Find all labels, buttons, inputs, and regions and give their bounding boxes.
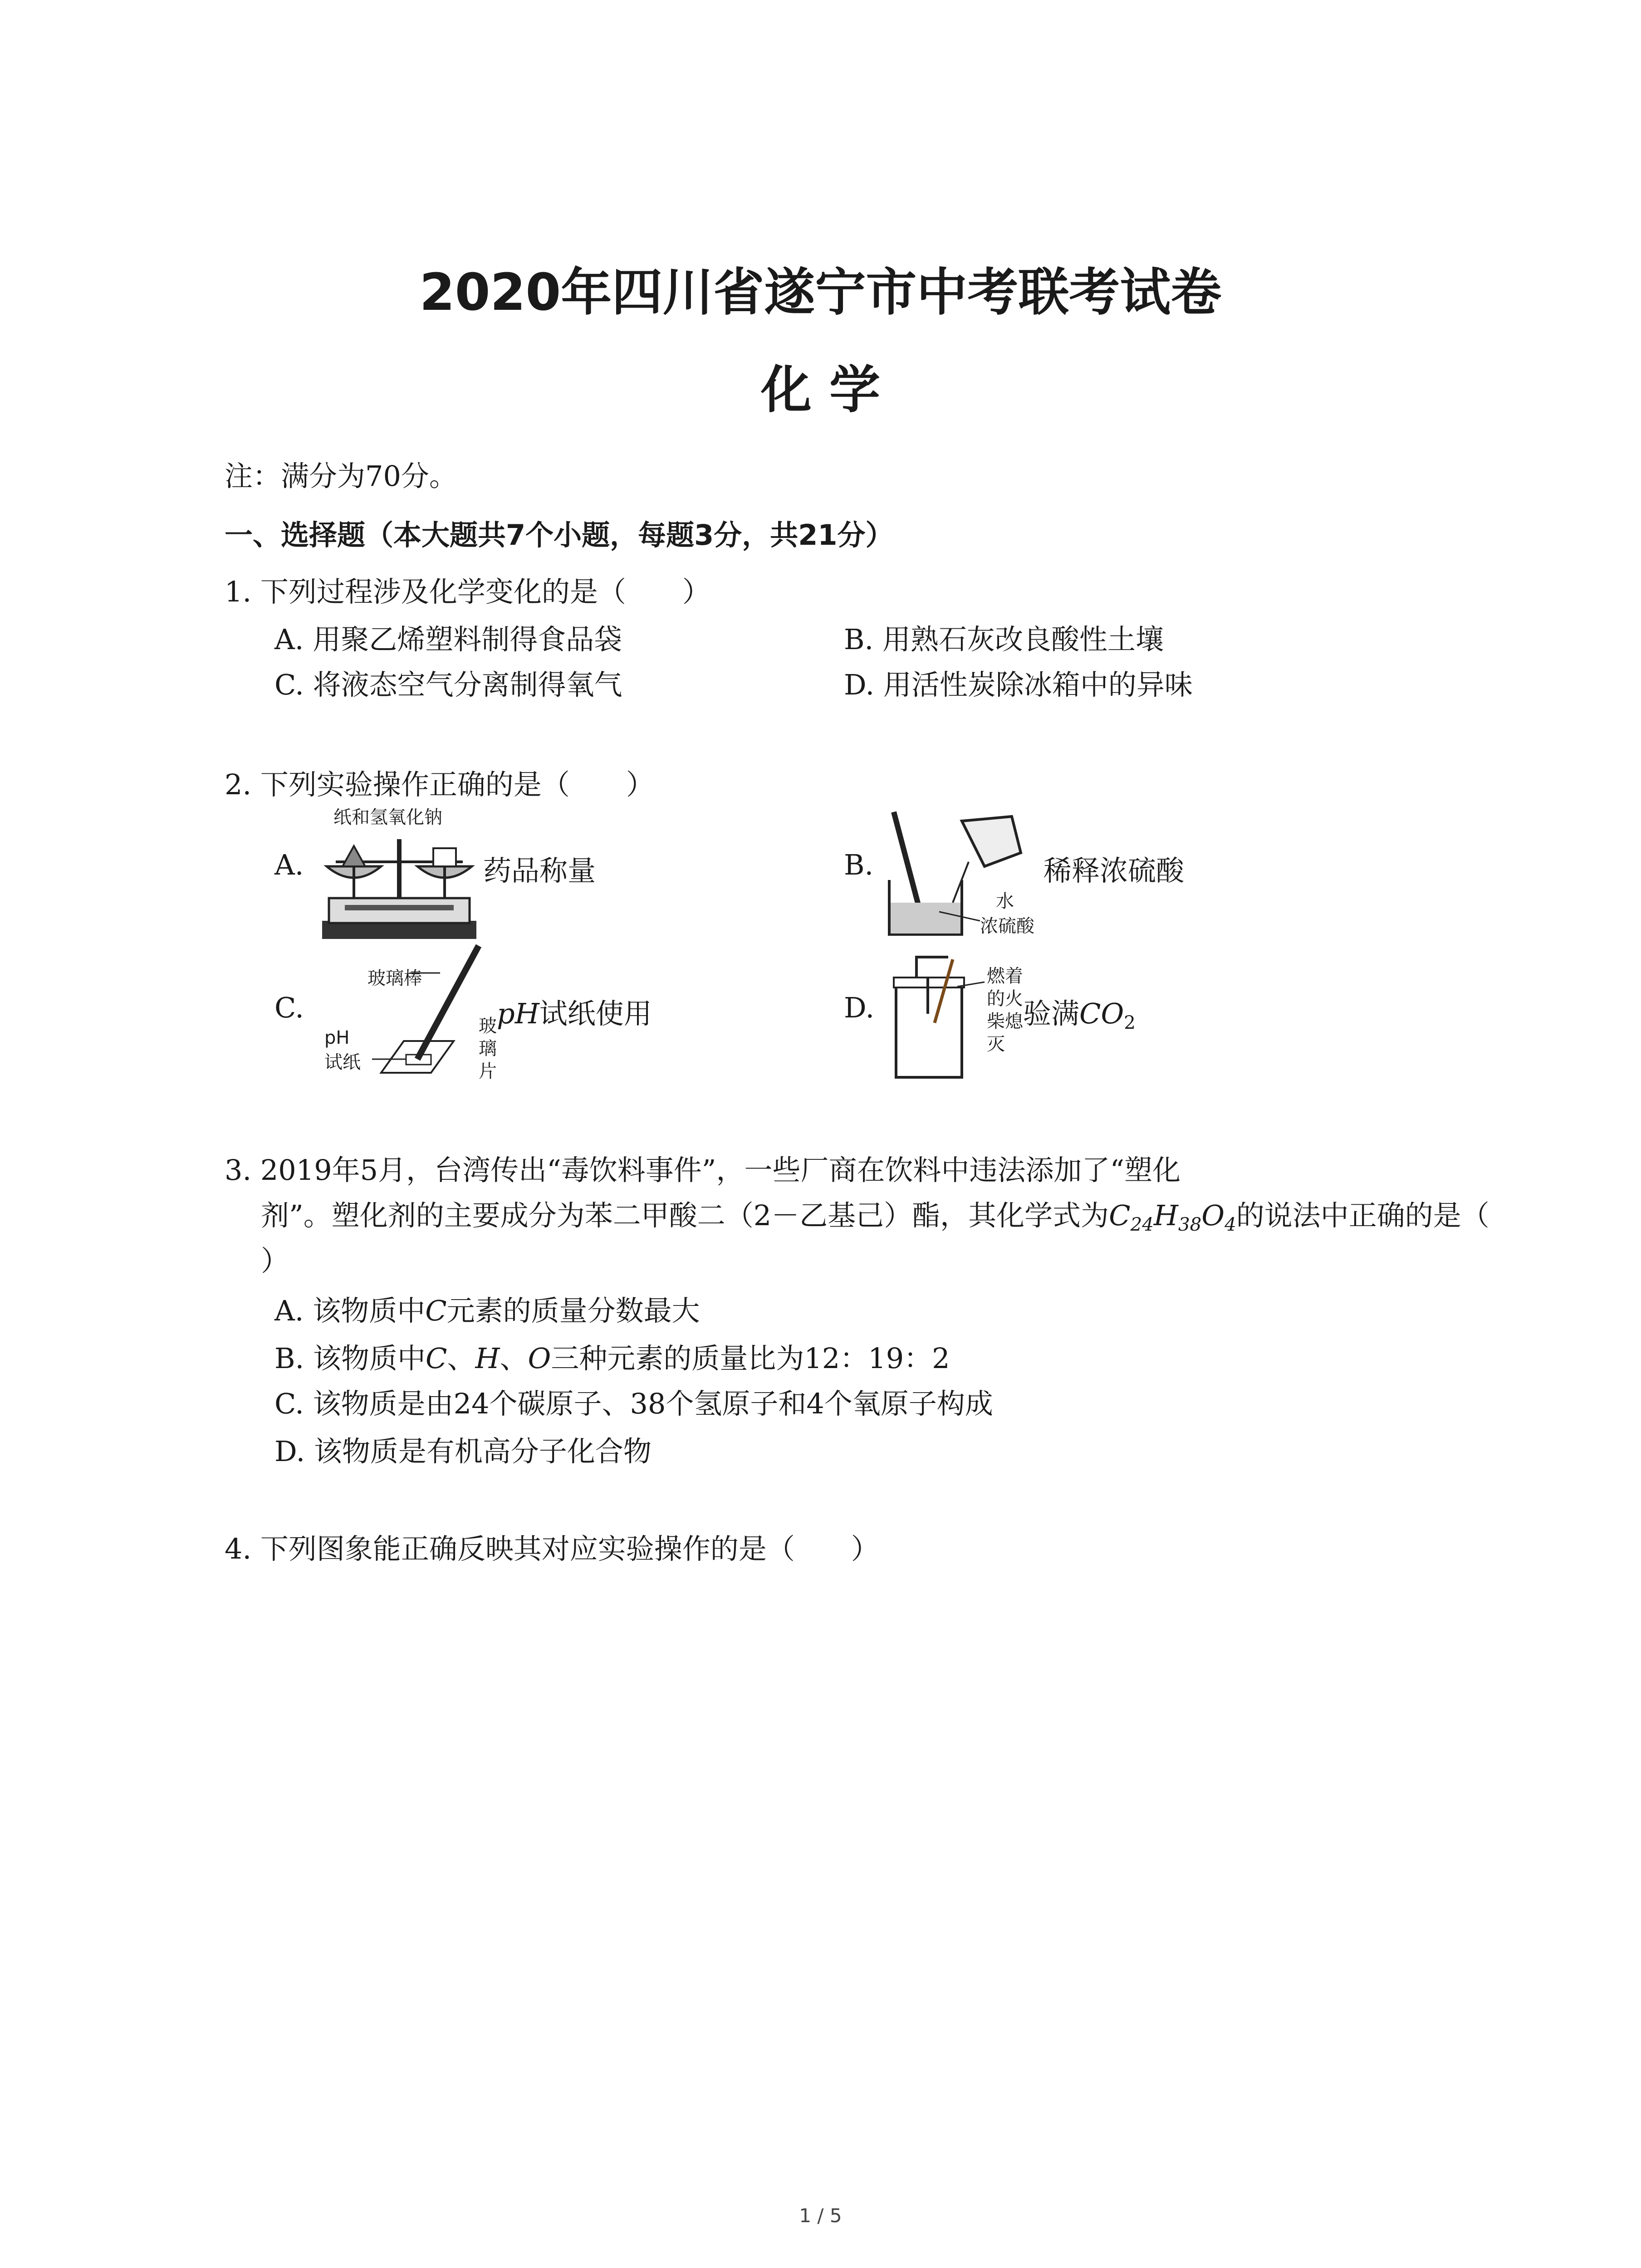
q2-b-fig-acid: 浓硫酸 bbox=[980, 916, 1034, 937]
q2-option-d-text bbox=[1023, 991, 1136, 1033]
q2-option-d-letter: D. bbox=[844, 991, 875, 1024]
q3-line2-pre: 剂”。塑化剂的主要成分为苯二甲酸二（2－乙基己）酯，其化学式为 bbox=[261, 1199, 1109, 1232]
q2-option-a-letter: A. bbox=[274, 848, 304, 881]
q2-d-fig-2: 的火 bbox=[987, 988, 1023, 1009]
q3-b-h: H bbox=[475, 1342, 500, 1375]
score-note: 注：满分为70分。 bbox=[225, 459, 457, 493]
q2-c-fig-glass2: 璃 bbox=[479, 1038, 497, 1059]
q3-option-c: C. 该物质是由24个碳原子、38个氢原子和4个氧原子构成 bbox=[274, 1387, 993, 1420]
formula-c: C bbox=[1109, 1199, 1131, 1232]
q4-stem: 4. 下列图象能正确反映其对应实验操作的是（ ） bbox=[225, 1532, 879, 1565]
q2-c-fig-paper: 试纸 bbox=[324, 1052, 361, 1073]
q3-b-o: O bbox=[528, 1342, 551, 1375]
q2-option-c-text bbox=[497, 991, 652, 1031]
q3-option-b bbox=[274, 1336, 950, 1376]
formula-h-sub: 38 bbox=[1178, 1214, 1202, 1236]
q3-a-post: 元素的质量分数最大 bbox=[446, 1294, 700, 1327]
ph-symbol: pH bbox=[497, 997, 539, 1030]
q3-b-c: C bbox=[425, 1342, 447, 1375]
q2-c-fig-glass1: 玻 bbox=[479, 1016, 497, 1036]
page-title: 2020年四川省遂宁市中考联考试卷 bbox=[419, 263, 1222, 322]
q3-b-sep1: 、 bbox=[447, 1342, 475, 1375]
q3-b-sep2: 、 bbox=[500, 1342, 528, 1375]
co2-jar-figure bbox=[889, 950, 989, 1082]
q3-line2 bbox=[261, 1193, 1489, 1235]
q2-a-figure-label: 纸和氢氧化钠 bbox=[333, 807, 442, 828]
q2-b-fig-water: 水 bbox=[996, 891, 1014, 912]
section-heading: 一、选择题（本大题共7个小题，每题3分，共21分） bbox=[225, 518, 894, 552]
q2-c-fig-ph: pH bbox=[324, 1027, 350, 1048]
formula-h: H bbox=[1153, 1199, 1178, 1232]
co2-formula: CO bbox=[1079, 997, 1124, 1030]
formula-c-sub: 24 bbox=[1130, 1214, 1154, 1236]
page-number: 1 / 5 bbox=[799, 2204, 842, 2227]
q1-option-b: B. 用熟石灰改良酸性土壤 bbox=[844, 623, 1164, 656]
q1-stem: 1. 下列过程涉及化学变化的是（ ） bbox=[225, 575, 710, 608]
q2-option-c-letter: C. bbox=[274, 991, 304, 1024]
q3-option-d: D. 该物质是有机高分子化合物 bbox=[274, 1435, 652, 1468]
balance-figure bbox=[318, 821, 481, 943]
q3-a-c: C bbox=[425, 1294, 447, 1327]
q3-line2-post: 的说法中正确的是（ bbox=[1236, 1199, 1489, 1232]
q2-d-fig-4: 灭 bbox=[987, 1034, 1005, 1055]
q2-c-fig-glass3: 片 bbox=[479, 1061, 497, 1082]
q1-option-a: A. 用聚乙烯塑料制得食品袋 bbox=[274, 623, 622, 656]
q2-c-text-rest: 试纸使用 bbox=[539, 997, 652, 1030]
q2-option-a-text: 药品称量 bbox=[483, 854, 596, 887]
formula-o: O bbox=[1201, 1199, 1225, 1232]
formula-o-sub: 4 bbox=[1225, 1214, 1236, 1236]
subject-title: 化 学 bbox=[761, 361, 880, 420]
q2-d-fig-3: 柴熄 bbox=[987, 1011, 1023, 1032]
q2-stem: 2. 下列实验操作正确的是（ ） bbox=[225, 768, 654, 801]
q3-a-pre: A. 该物质中 bbox=[274, 1294, 426, 1327]
q3-option-a bbox=[274, 1288, 700, 1329]
q2-d-text-word: 验满 bbox=[1023, 997, 1080, 1030]
q3-b-pre: B. 该物质中 bbox=[274, 1342, 426, 1375]
q3-line1: 3. 2019年5月，台湾传出“毒饮料事件”，一些厂商在饮料中违法添加了“塑化 bbox=[225, 1154, 1181, 1187]
q2-option-b-letter: B. bbox=[844, 848, 874, 881]
q1-option-d: D. 用活性炭除冰箱中的异味 bbox=[844, 668, 1193, 701]
co2-subscript: 2 bbox=[1124, 1012, 1136, 1034]
q2-c-fig-rod: 玻璃棒 bbox=[367, 968, 422, 989]
q2-d-fig-1: 燃着 bbox=[987, 966, 1023, 987]
q3-b-post: 三种元素的质量比为12：19：2 bbox=[551, 1342, 950, 1375]
q3-line3: ） bbox=[261, 1244, 289, 1277]
q2-option-b-text: 稀释浓硫酸 bbox=[1043, 854, 1185, 887]
q1-option-c: C. 将液态空气分离制得氧气 bbox=[274, 668, 622, 701]
